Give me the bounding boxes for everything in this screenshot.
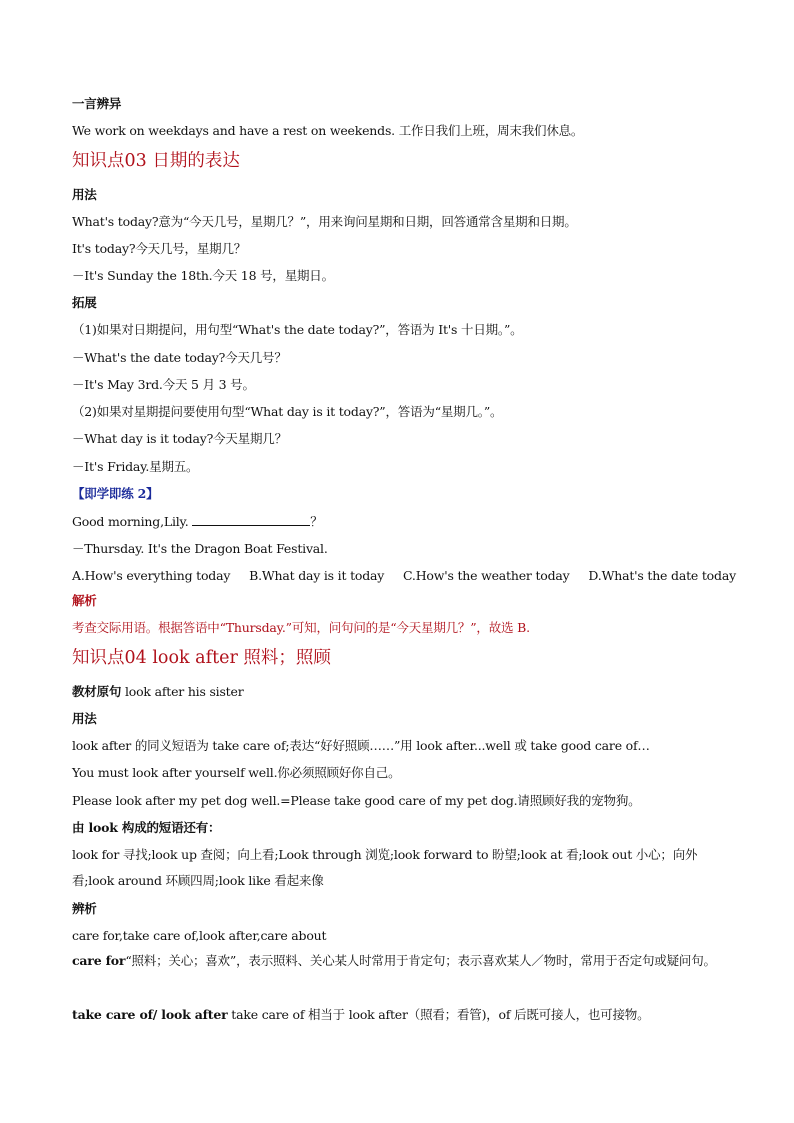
knowledge-point-03-title: 知识点03 日期的表达 (72, 151, 240, 171)
take-care-of-paragraph (72, 1007, 734, 1023)
question-prefix: Good morning,Lily. (72, 514, 189, 529)
care-for-explanation: “照料；关心；喜欢”，表示照料、关心某人时常用于肯定句；表示喜欢某人／物时，常用于否定句或疑问句。 (125, 953, 716, 968)
textbook-source-label: 教材原句 (72, 684, 122, 699)
term-take-care-of: take care of/ look after (72, 1007, 228, 1022)
paragraph: What's today?意为“今天几号，星期几？”，用来询问星期和日期，回答通常含星期和日期。 (72, 214, 577, 229)
option-b: B.What day is it today (249, 568, 385, 583)
option-d: D.What's the date today (588, 568, 736, 583)
section-heading-yiyan: 一言辨异 (72, 96, 122, 111)
question-suffix: ？ (310, 514, 323, 529)
paragraph: －What's the date today?今天几号？ (72, 350, 287, 365)
paragraph: It's today?今天几号，星期几？ (72, 241, 247, 256)
discrimination-heading: 辨析 (72, 901, 97, 916)
paragraph: －It's Sunday the 18th.今天 18 号，星期日。 (72, 268, 334, 283)
textbook-source-line (72, 684, 734, 700)
option-c: C.How's the weather today (403, 568, 570, 583)
paragraph: （2)如果对星期提问要使用句型“What day is it today?”，答语为“星期几。”。 (72, 404, 503, 419)
option-a: A.How's everything today (72, 568, 231, 583)
extension-heading: 拓展 (72, 295, 97, 310)
options-row (72, 568, 734, 584)
paragraph: －It's Friday.星期五。 (72, 459, 199, 474)
paragraph: You must look after yourself well.你必须照顾好你自己。 (72, 765, 401, 780)
paragraph: －It's May 3rd.今天 5 月 3 号。 (72, 377, 255, 392)
usage-heading: 用法 (72, 711, 97, 726)
care-for-paragraph (72, 948, 728, 974)
phrase-paragraph: look for 寻找;look up 查阅；向上看;Look through 浏览;look forward to 盼望;look at 看;look out 小心；向外看;look around 环顾四周;look like 看起来像 (72, 847, 698, 888)
paragraph: look after 的同义短语为 take care of;表达“好好照顾……”用 look after...well 或 take good care of… (72, 738, 650, 753)
analysis-text: 考查交际用语。根据答语中“Thursday.”可知，问句问的是“今天星期几？”，故选 B. (72, 620, 530, 635)
answer-blank (192, 513, 310, 526)
practice-heading: 【即学即练 2】 (72, 486, 159, 501)
textbook-source-text: look after his sister (121, 684, 244, 699)
term-care-for: care for (72, 953, 126, 968)
analysis-heading: 解析 (72, 593, 97, 608)
paragraph: －What day is it today?今天星期几？ (72, 431, 287, 446)
paragraph: care for,take care of,look after,care about (72, 928, 327, 943)
usage-heading: 用法 (72, 187, 97, 202)
take-care-of-explanation: take care of 相当于 look after（照看；看管)，of 后既可接人，也可接物。 (227, 1007, 650, 1022)
question-line (72, 513, 734, 530)
paragraph: We work on weekdays and have a rest on weekends. 工作日我们上班，周末我们休息。 (72, 123, 584, 138)
paragraph: （1)如果对日期提问，用句型“What's the date today?”，答语为 It's 十日期。”。 (72, 322, 523, 337)
phrase-heading: 由 look 构成的短语还有： (72, 820, 221, 835)
paragraph: Please look after my pet dog well.=Please take good care of my pet dog.请照顾好我的宠物狗。 (72, 793, 641, 808)
question-response: －Thursday. It's the Dragon Boat Festival. (72, 541, 328, 556)
knowledge-point-04-title: 知识点04 look after 照料；照顾 (72, 648, 331, 668)
